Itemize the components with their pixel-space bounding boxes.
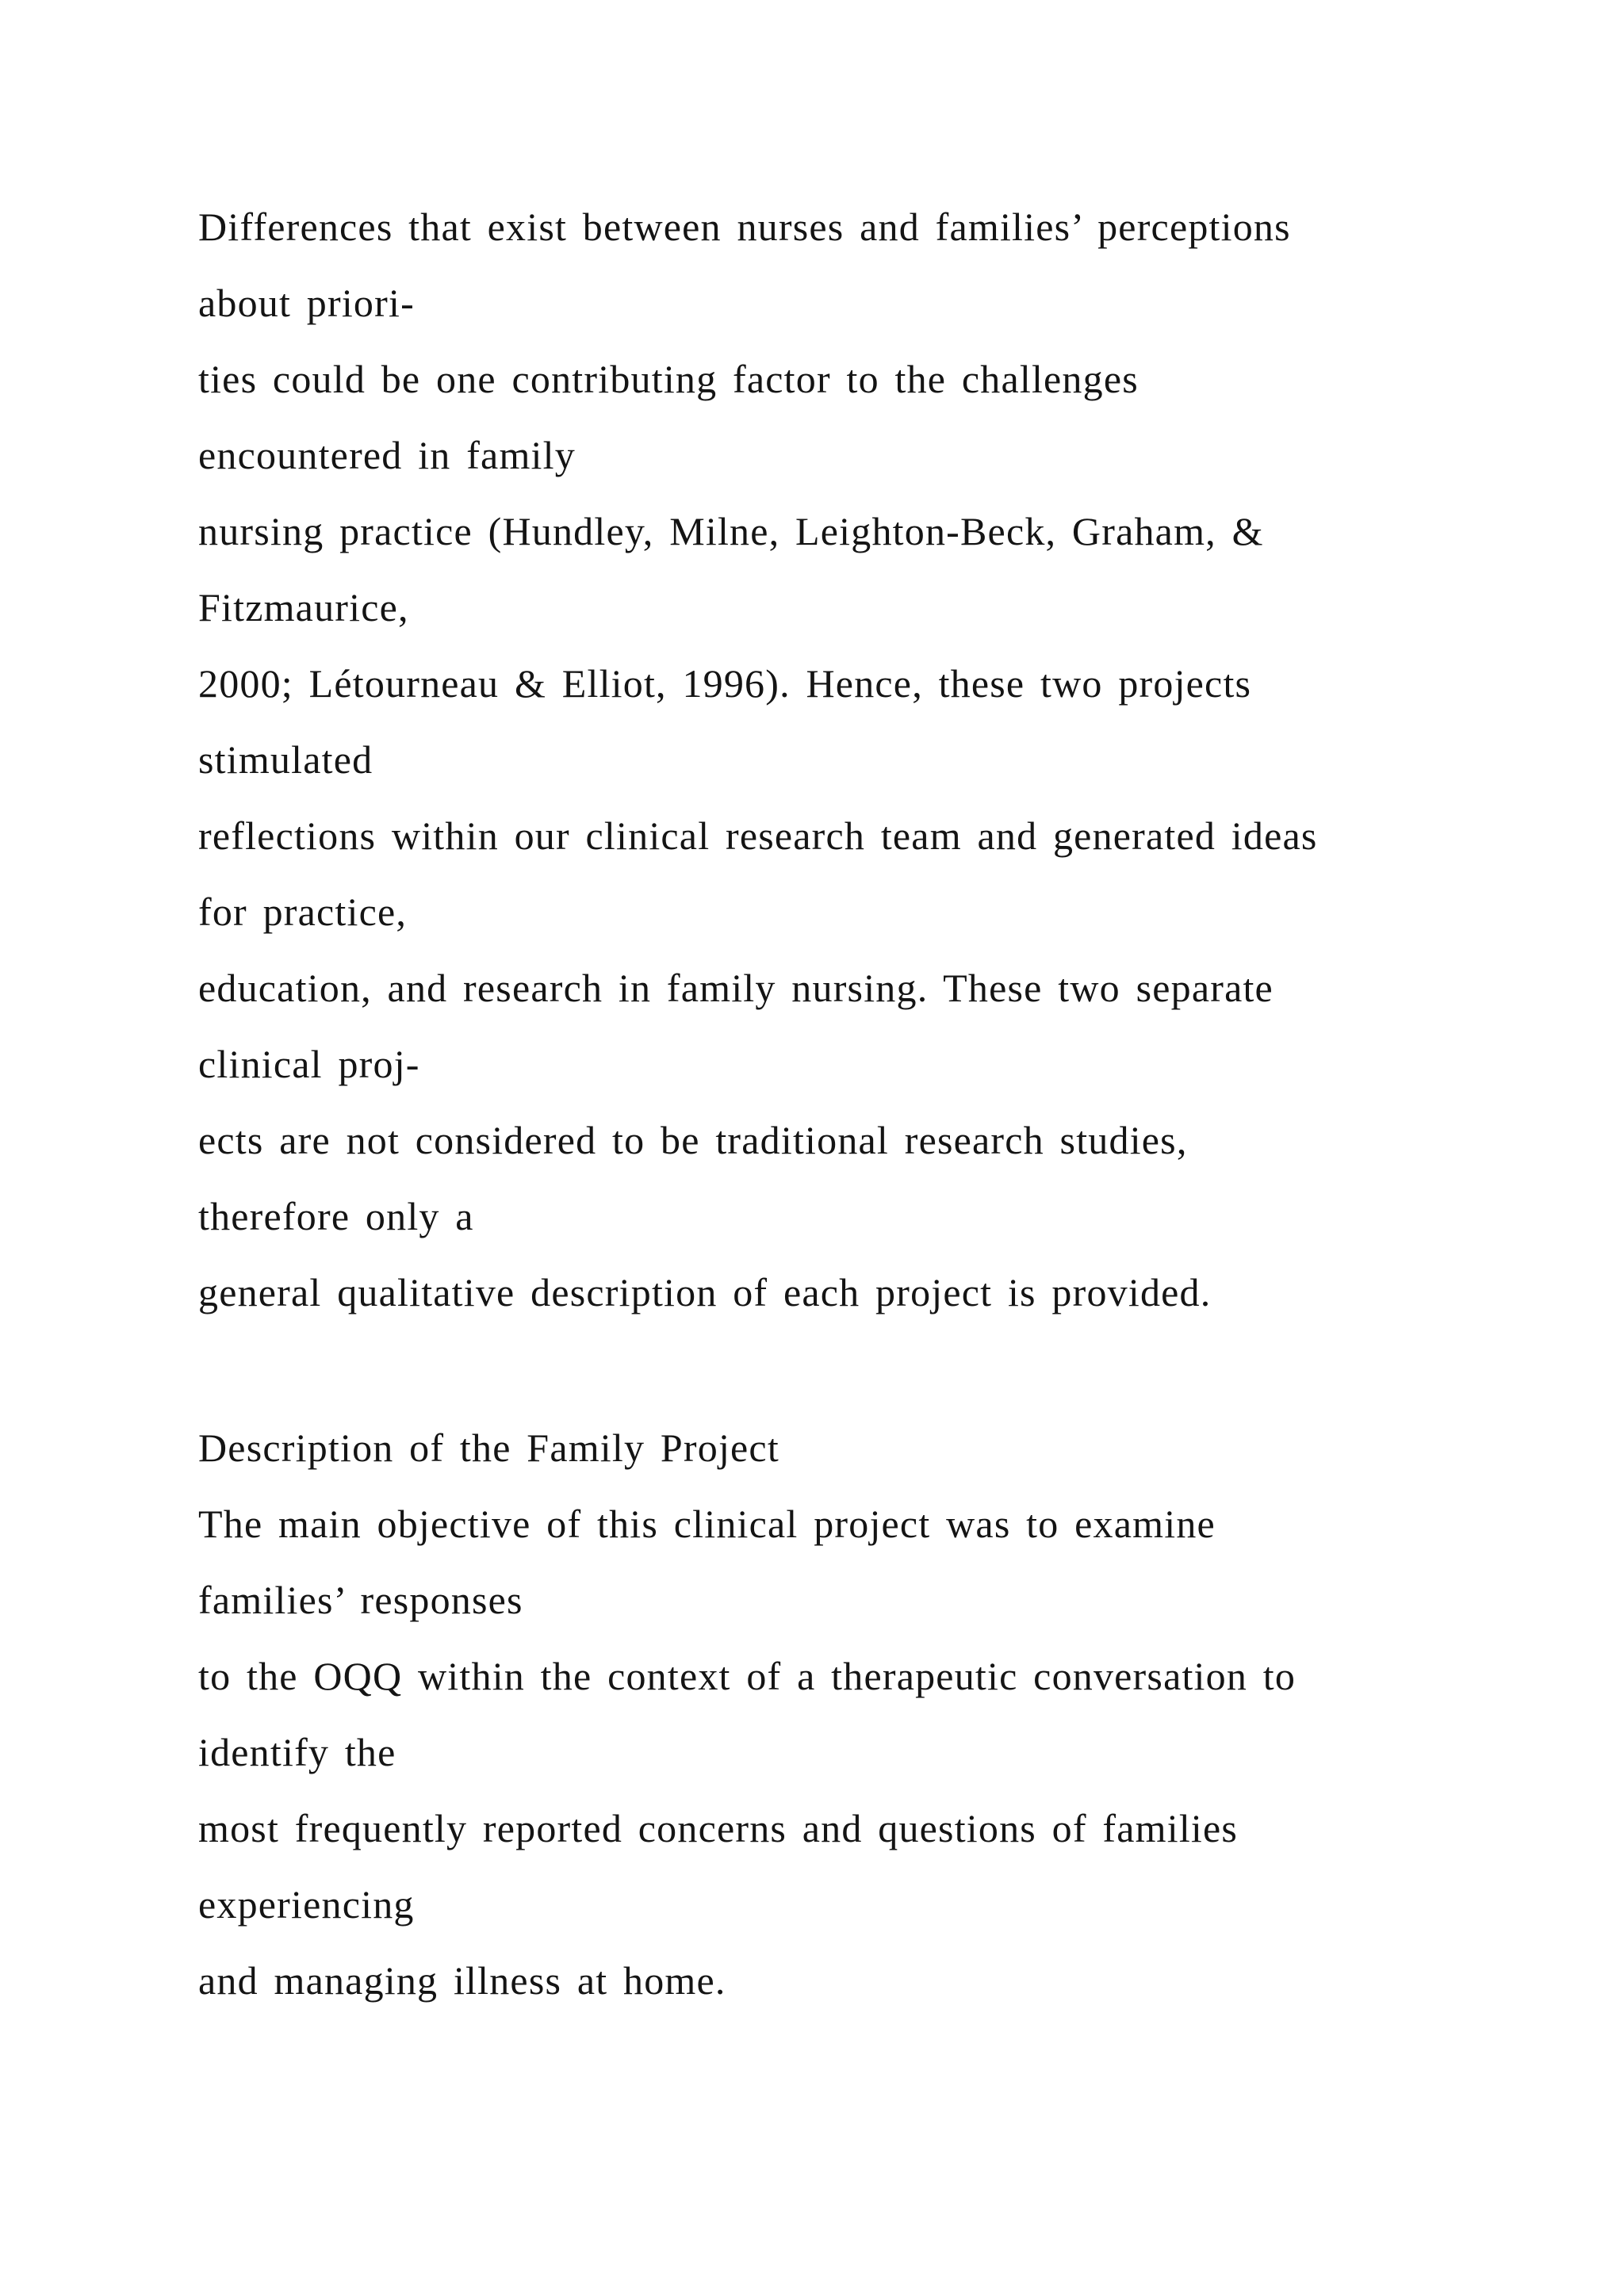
text-line: reflections within our clinical research team and generated ideas <box>198 813 1318 858</box>
text-line: 2000; Létourneau & Elliot, 1996). Hence, these two projects <box>198 661 1252 706</box>
text-line: for practice, <box>198 890 408 934</box>
text-line: about priori- <box>198 281 415 325</box>
text-line: stimulated <box>198 737 373 782</box>
text-line: Fitzmaurice, <box>198 585 409 629</box>
text-line: nursing practice (Hundley, Milne, Leighton-Beck, Graham, & <box>198 509 1264 553</box>
paragraph-2 <box>198 1410 1546 2019</box>
paragraph-1 <box>198 189 1546 1330</box>
text-line: therefore only a <box>198 1194 474 1238</box>
text-line: ects are not considered to be traditional research studies, <box>198 1118 1188 1162</box>
text-line: Differences that exist between nurses and families’ perceptions <box>198 205 1291 249</box>
text-line: to the OQQ within the context of a therapeutic conversation to <box>198 1654 1297 1698</box>
text-line: general qualitative description of each project is provided. <box>198 1270 1212 1314</box>
text-line: and managing illness at home. <box>198 1958 726 2003</box>
text-line: clinical proj- <box>198 1042 420 1086</box>
text-line: education, and research in family nursing. These two separate <box>198 966 1274 1010</box>
section-heading: Description of the Family Project <box>198 1425 779 1470</box>
text-line: ties could be one contributing factor to the challenges <box>198 357 1139 401</box>
text-line: identify the <box>198 1730 396 1774</box>
text-line: experiencing <box>198 1882 415 1927</box>
text-line: encountered in family <box>198 433 576 477</box>
text-line: The main objective of this clinical project was to examine <box>198 1502 1216 1546</box>
text-line: most frequently reported concerns and questions of families <box>198 1806 1239 1850</box>
text-line: families’ responses <box>198 1578 523 1622</box>
